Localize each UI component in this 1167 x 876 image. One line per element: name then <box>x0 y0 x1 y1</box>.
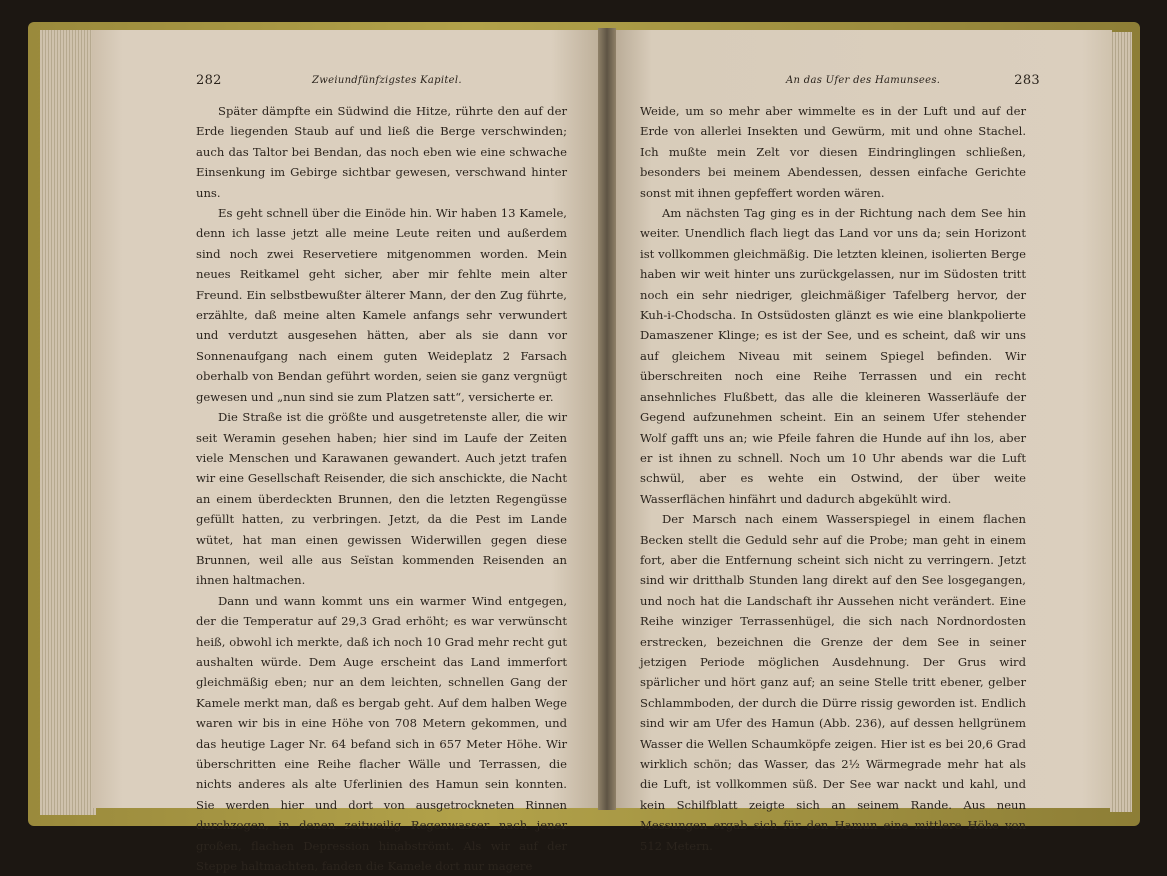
left-running-head: Zweiundfünfzigstes Kapitel. <box>312 75 462 86</box>
left-page-header <box>196 73 576 91</box>
page-edges-left <box>40 30 96 815</box>
paragraph: Der Marsch nach einem Wasserspiegel in einem flachen Becken stellt die Geduld sehr auf die Probe; man geht in einem fort, aber die Entfernung scheint sich nicht zu verringern. Jetzt sind wir dritthalb Stunden lang direkt auf den See losgegangen, und noch hat die Landschaft ihr Aussehen nicht verändert. Eine Reihe winziger Terrassenhügel, die sich nach Nordnordosten erstrecken, bezeichnen die Grenze der dem See in seiner jetzigen Periode möglichen Ausdehnung. Der Grus wird spärlicher und hört ganz auf; an seine Stelle tritt ebener, gelber Schlammboden, der durch die Dürre rissig geworden ist. Endlich sind wir am Ufer des Hamun (Abb. 236), auf dessen hellgrünem Wasser die Wellen Schaumköpfe zeigen. Hier ist es bei 20,6 Grad wirklich schön; das Wasser, das 2½ Wärmegrade mehr hat als die Luft, ist vollkommen süß. Der See war nackt und kahl, und kein Schilfblatt zeigte sich an seinem Rande. Aus neun Messungen ergab sich für den Hamun eine mittlere Höhe von 512 Metern. <box>640 512 1026 853</box>
paragraph: Die Straße ist die größte und ausgetretenste aller, die wir seit Weramin gesehen haben; hier sind im Laufe der Zeiten viele Menschen und Karawanen gewandert. Auch jetzt trafen wir eine Gesellschaft Reisender, die sich anschickte, die Nacht an einem überdeckten Brunnen, den die letzten Regengüsse gefüllt hatten, zu verbringen. Jetzt, da die Pest im Lande wütet, hat man einen gewissen Widerwillen gegen diese Brunnen, weil alle aus Seïstan kommenden Reisenden an ihnen haltmachen. <box>196 410 567 588</box>
book-gutter <box>598 28 616 810</box>
right-page-header <box>640 73 1040 91</box>
page-edges-right <box>1110 32 1132 812</box>
paragraph: Am nächsten Tag ging es in der Richtung nach dem See hin weiter. Unendlich flach liegt das Land vor uns da; sein Horizont ist vollkommen gleichmäßig. Die letzten kleinen, isolierten Berge haben wir weit hinter uns zurückgelassen, nur im Südosten tritt noch ein sehr niedriger, gleichmäßiger Tafelberg hervor, der Kuh-i-Chodscha. In Ostsüdosten glänzt es wie eine blankpolierte Damaszener Klinge; es ist der See, und es scheint, daß wir uns auf gleichem Niveau mit seinem Spiegel befinden. Wir überschreiten noch eine Reihe Terrassen und ein recht ansehnliches Flußbett, das alle die kleineren Wasserläufe der Gegend aufzunehmen scheint. Ein an seinem Ufer stehender Wolf gafft uns an; wie Pfeile fahren die Hunde auf ihn los, aber er ist ihnen zu schnell. Noch um 10 Uhr abends war die Luft schwül, aber es wehte ein Ostwind, der über weite Wasserflächen hinfährt und dadurch abgekühlt wird. <box>640 206 1026 506</box>
left-page-text <box>196 101 567 876</box>
paragraph: Weide, um so mehr aber wimmelte es in der Luft und auf der Erde von allerlei Insekten und Gewürm, mit und ohne Stachel. Ich mußte mein Zelt vor diesen Eindringlingen schließen, besonders bei meinem Abendessen, dessen einfache Gerichte sonst mit ihnen gepfeffert worden wären. <box>640 104 1026 200</box>
right-running-head: An das Ufer des Hamunsees. <box>786 75 941 86</box>
right-page-number: 283 <box>1014 73 1040 88</box>
paragraph: Dann und wann kommt uns ein warmer Wind entgegen, der die Temperatur auf 29,3 Grad erhöht; es war verwünscht heiß, obwohl ich merkte, daß ich noch 10 Grad mehr recht gut aushalten würde. Dem Auge erscheint das Land immerfort gleichmäßig eben; nur an dem leichten, schnellen Gang der Kamele merkt man, daß es bergab geht. Auf dem halben Wege waren wir bis in eine Höhe von 708 Metern gekommen, und das heutige Lager Nr. 64 befand sich in 657 Meter Höhe. Wir überschritten eine Reihe flacher Wälle und Terrassen, die nichts anderes als alte Uferlinien des Hamun sein konnten. Sie werden hier und dort von ausgetrockneten Rinnen durchzogen, in denen zeitweilig Regenwasser nach jener großen, flachen Depression hinabströmt. Als wir auf der Steppe haltmachten, fanden die Kamele dort nur magere <box>196 593 567 874</box>
left-page-number: 282 <box>196 73 222 88</box>
right-page-text <box>640 101 1026 856</box>
paragraph: Später dämpfte ein Südwind die Hitze, rührte den auf der Erde liegenden Staub auf und ließ die Berge verschwinden; auch das Taltor bei Bendan, das noch eben wie eine schwache Einsenkung im Gebirge sichtbar gewesen, verschwand hinter uns. <box>196 104 567 200</box>
paragraph: Es geht schnell über die Einöde hin. Wir haben 13 Kamele, denn ich lasse jetzt alle meine Leute reiten und außerdem sind noch zwei Reservetiere mitgenommen worden. Mein neues Reitkamel geht sicher, aber mir fehlte mein alter Freund. Ein selbstbewußter älterer Mann, der den Zug führte, erzählte, daß meine alten Kamele anfangs sehr verwundert und verdutzt ausgesehen hätten, aber als sie dann vor Sonnenaufgang nach einem guten Weideplatz 2 Farsach oberhalb von Bendan geführt worden, seien sie ganz vergnügt gewesen und „nun sind sie zum Platzen satt“, versicherte er. <box>196 206 567 404</box>
